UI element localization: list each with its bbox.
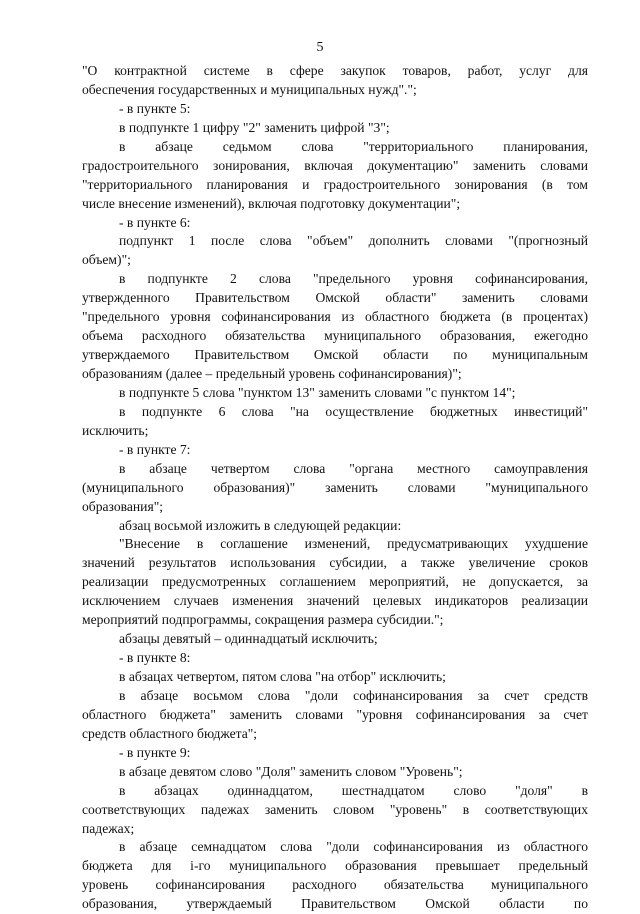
text-line: бюджета для i-го муниципального образования превышает предельный: [82, 858, 588, 874]
text-line: значений результатов использования субсидии, а также увеличение сроков: [82, 555, 588, 571]
text-line: в подпункте 6 слова "на осуществление бюджетных инвестиций": [119, 403, 588, 419]
text-line: - в пункте 9:: [119, 744, 191, 760]
text-line: утвержденного Правительством Омской области" заменить словами: [82, 290, 588, 306]
text-line: образования, утверждаемый Правительством Омской области по: [82, 896, 588, 912]
text-line: - в пункте 7:: [119, 441, 191, 457]
text-line: в абзаце семнадцатом слова "доли софинансирования из областного: [119, 839, 588, 855]
text-line: в абзаце девятом слово "Доля" заменить словом "Уровень";: [119, 763, 463, 779]
text-line: исключить;: [82, 422, 149, 438]
text-line: в абзацах четвертом, пятом слова "на отбор" исключить;: [119, 669, 446, 684]
text-line: областного бюджета" заменить словами "уровня софинансирования за счет: [82, 706, 588, 722]
text-line: числе внесение изменений), включая подготовку документации";: [82, 195, 461, 211]
page-number: 5: [316, 40, 324, 55]
text-line: образования";: [82, 498, 164, 514]
text-line: - в пункте 6:: [119, 214, 191, 230]
text-line: соответствующих падежах заменить словом "уровень" в соответствующих: [82, 801, 588, 817]
text-line: "предельного уровня софинансирования из областного бюджета (в процентах): [82, 309, 588, 325]
text-line: подпункт 1 после слова "объем" дополнить словами "(прогнозный: [119, 233, 588, 249]
text-line: в абзаце четвертом слова "органа местного самоуправления: [119, 460, 588, 476]
text-line: образованиям (далее – предельный уровень софинансирования)";: [82, 366, 462, 381]
text-line: "Внесение в соглашение изменений, предусматривающих ухудшение: [119, 536, 588, 552]
text-line: в подпункте 1 цифру "2" заменить цифрой "3";: [119, 119, 390, 135]
text-line: градостроительного зонирования, включая документацию" заменить словами: [82, 157, 588, 173]
text-line: мероприятий подпрограммы, сокращения размера субсидии.";: [82, 612, 444, 628]
text-line: падежах;: [82, 820, 135, 836]
text-line: "территориального планирования и градостроительного зонирования (в том: [82, 176, 588, 192]
text-line: объем)";: [82, 252, 131, 268]
text-line: в подпункте 5 слова "пунктом 13" заменить словами "с пунктом 14";: [119, 384, 516, 400]
text-line: абзацы девятый – одиннадцатый исключить;: [119, 631, 378, 647]
text-line: в подпункте 2 слова "предельного уровня софинансирования,: [119, 271, 588, 287]
document-body: [82, 62, 588, 914]
text-line: - в пункте 8:: [119, 650, 191, 666]
text-line: в абзаце седьмом слова "территориального планирования,: [119, 138, 588, 154]
text-line: обеспечения государственных и муниципальных нужд".";: [82, 81, 417, 97]
text-line: утверждаемого Правительством Омской области по муниципальным: [82, 347, 588, 363]
text-line: в абзаце восьмом слова "доли софинансирования за счет средств: [119, 687, 588, 703]
text-line: абзац восьмой изложить в следующей редакции:: [119, 517, 402, 533]
text-line: "О контрактной системе в сфере закупок товаров, работ, услуг для: [82, 63, 588, 78]
text-line: - в пункте 5:: [119, 100, 191, 116]
text-line: исключением случаев изменения значений целевых индикаторов реализации: [82, 593, 588, 609]
text-line: объема расходного обязательства муниципального образования, ежегодно: [82, 328, 588, 344]
text-line: реализации предусмотренных соглашением мероприятий, не допускается, за: [82, 574, 588, 590]
text-line: уровень софинансирования расходного обязательства муниципального: [82, 877, 588, 893]
text-line: средств областного бюджета";: [82, 725, 258, 741]
text-line: (муниципального образования)" заменить словами "муниципального: [82, 479, 588, 495]
text-line: в абзацах одиннадцатом, шестнадцатом слово "доля" в: [119, 782, 588, 798]
